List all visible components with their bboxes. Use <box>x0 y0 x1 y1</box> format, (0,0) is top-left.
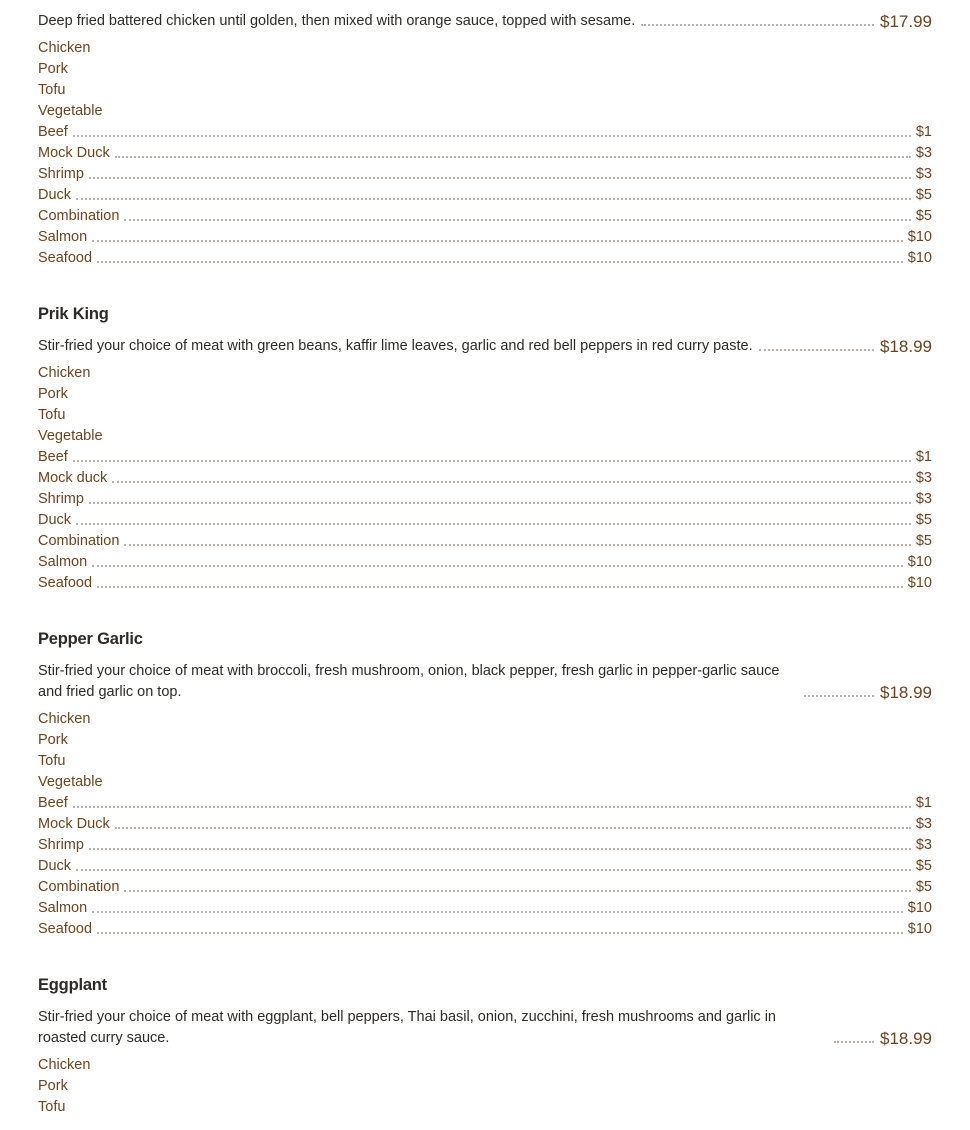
dish-description: Stir-fried your choice of meat with broccoli, fresh mushroom, onion, black pepper, fresh garlic in pepper-garlic sauce and fried garlic on top. <box>38 663 780 700</box>
dot-leader <box>89 502 911 504</box>
meat-option-item <box>38 80 932 101</box>
meat-option-name: Beef <box>38 795 68 811</box>
meat-option-item <box>38 772 932 793</box>
meat-option-item <box>38 793 932 814</box>
meat-option-item <box>38 227 932 248</box>
dot-leader <box>115 827 911 829</box>
meat-option-price: $10 <box>907 900 932 916</box>
meat-option-item <box>38 919 932 940</box>
meat-option-name: Tofu <box>38 753 66 769</box>
meat-option-name: Beef <box>38 124 68 140</box>
meat-option-name: Duck <box>38 858 72 874</box>
meat-option-item <box>38 447 932 468</box>
dot-leader <box>641 24 874 26</box>
dot-leader <box>759 349 874 351</box>
dish-price: $17.99 <box>880 12 932 31</box>
dot-leader <box>73 135 911 137</box>
dot-leader <box>112 481 911 483</box>
meat-option-item <box>38 814 932 835</box>
meat-option-price: $3 <box>915 837 932 853</box>
dot-leader <box>89 177 911 179</box>
meat-option-item <box>38 384 932 405</box>
dot-leader <box>115 156 911 158</box>
meat-option-price: $5 <box>915 208 932 224</box>
meat-option-item <box>38 1076 932 1097</box>
meat-option-item <box>38 122 932 143</box>
meat-options-list <box>38 709 932 940</box>
meat-option-item <box>38 363 932 384</box>
meat-option-name: Duck <box>38 187 72 203</box>
meat-option-item <box>38 898 932 919</box>
meat-option-name: Mock Duck <box>38 145 110 161</box>
meat-option-name: Combination <box>38 879 120 895</box>
meat-option-price: $10 <box>907 921 932 937</box>
meat-option-name: Chicken <box>38 711 91 727</box>
dot-leader <box>92 565 903 567</box>
dot-leader <box>97 261 903 263</box>
meat-option-name: Chicken <box>38 365 91 381</box>
meat-option-name: Vegetable <box>38 428 103 444</box>
dot-leader <box>92 911 903 913</box>
dot-leader <box>76 869 911 871</box>
menu-section <box>38 11 932 269</box>
meat-option-name: Pork <box>38 732 68 748</box>
dish-title: Prik King <box>38 305 109 323</box>
meat-option-price: $5 <box>915 879 932 895</box>
meat-option-name: Seafood <box>38 250 93 266</box>
meat-option-item <box>38 1055 932 1076</box>
dish-price: $18.99 <box>880 1029 932 1048</box>
meat-option-name: Chicken <box>38 1057 91 1073</box>
meat-option-name: Mock Duck <box>38 816 110 832</box>
meat-option-name: Shrimp <box>38 491 84 507</box>
meat-option-item <box>38 573 932 594</box>
dish-price: $18.99 <box>880 337 932 356</box>
meat-option-name: Vegetable <box>38 103 103 119</box>
dish-description-row <box>38 336 932 357</box>
menu-section <box>38 974 932 1118</box>
meat-option-price: $3 <box>915 816 932 832</box>
meat-option-item <box>38 531 932 552</box>
dot-leader <box>89 848 911 850</box>
dot-leader <box>124 544 910 546</box>
dot-leader <box>804 695 874 697</box>
meat-option-price: $5 <box>915 187 932 203</box>
dot-leader <box>124 219 910 221</box>
dish-title: Eggplant <box>38 976 107 994</box>
dish-description-row <box>38 661 932 703</box>
meat-option-name: Combination <box>38 533 120 549</box>
meat-option-item <box>38 59 932 80</box>
meat-option-item <box>38 709 932 730</box>
meat-option-item <box>38 426 932 447</box>
meat-option-price: $10 <box>907 229 932 245</box>
menu-section <box>38 303 932 594</box>
meat-option-price: $3 <box>915 470 932 486</box>
meat-option-name: Tofu <box>38 1099 66 1115</box>
meat-option-item <box>38 730 932 751</box>
meat-option-price: $3 <box>915 166 932 182</box>
meat-option-name: Salmon <box>38 554 88 570</box>
meat-option-item <box>38 38 932 59</box>
meat-option-item <box>38 164 932 185</box>
dot-leader <box>834 1041 874 1043</box>
meat-option-name: Tofu <box>38 82 66 98</box>
meat-option-name: Shrimp <box>38 166 84 182</box>
meat-options-list <box>38 363 932 594</box>
dish-price: $18.99 <box>880 683 932 702</box>
meat-option-name: Pork <box>38 1078 68 1094</box>
meat-option-name: Tofu <box>38 407 66 423</box>
meat-option-item <box>38 877 932 898</box>
meat-option-name: Duck <box>38 512 72 528</box>
dish-title: Pepper Garlic <box>38 630 143 648</box>
dot-leader <box>73 806 911 808</box>
dot-leader <box>73 460 911 462</box>
meat-options-list <box>38 1055 932 1118</box>
dish-description: Deep fried battered chicken until golden, then mixed with orange sauce, topped with sesame. <box>38 13 636 29</box>
meat-option-item <box>38 468 932 489</box>
meat-option-name: Seafood <box>38 575 93 591</box>
dot-leader <box>76 198 911 200</box>
meat-option-price: $10 <box>907 554 932 570</box>
meat-option-price: $10 <box>907 575 932 591</box>
meat-option-item <box>38 248 932 269</box>
meat-option-name: Pork <box>38 386 68 402</box>
meat-option-item <box>38 552 932 573</box>
meat-option-price: $5 <box>915 858 932 874</box>
meat-option-item <box>38 510 932 531</box>
meat-options-list <box>38 38 932 269</box>
dish-description: Stir-fried your choice of meat with green beans, kaffir lime leaves, garlic and red bell peppers in red curry paste. <box>38 338 753 354</box>
meat-option-item <box>38 405 932 426</box>
meat-option-name: Seafood <box>38 921 93 937</box>
meat-option-name: Chicken <box>38 40 91 56</box>
meat-option-item <box>38 143 932 164</box>
meat-option-price: $1 <box>915 795 932 811</box>
meat-option-name: Beef <box>38 449 68 465</box>
meat-option-item <box>38 1097 932 1118</box>
meat-option-name: Salmon <box>38 229 88 245</box>
meat-option-name: Salmon <box>38 900 88 916</box>
meat-option-item <box>38 101 932 122</box>
menu-section <box>38 628 932 940</box>
meat-option-price: $3 <box>915 145 932 161</box>
meat-option-item <box>38 856 932 877</box>
meat-option-name: Shrimp <box>38 837 84 853</box>
meat-option-name: Combination <box>38 208 120 224</box>
dot-leader <box>97 932 903 934</box>
dot-leader <box>124 890 910 892</box>
meat-option-price: $10 <box>907 250 932 266</box>
dot-leader <box>92 240 903 242</box>
meat-option-item <box>38 751 932 772</box>
meat-option-item <box>38 185 932 206</box>
meat-option-price: $1 <box>915 449 932 465</box>
meat-option-name: Pork <box>38 61 68 77</box>
meat-option-price: $1 <box>915 124 932 140</box>
meat-option-price: $3 <box>915 491 932 507</box>
meat-option-name: Mock duck <box>38 470 108 486</box>
meat-option-item <box>38 206 932 227</box>
dish-description: Stir-fried your choice of meat with eggplant, bell peppers, Thai basil, onion, zucchini, fresh mushrooms and garlic in roasted curry sauce. <box>38 1009 776 1046</box>
meat-option-price: $5 <box>915 533 932 549</box>
dot-leader <box>76 523 911 525</box>
dot-leader <box>97 586 903 588</box>
meat-option-name: Vegetable <box>38 774 103 790</box>
meat-option-item <box>38 489 932 510</box>
dish-description-row <box>38 11 932 32</box>
meat-option-item <box>38 835 932 856</box>
dish-description-row <box>38 1007 932 1049</box>
meat-option-price: $5 <box>915 512 932 528</box>
menu-list <box>38 11 932 1130</box>
